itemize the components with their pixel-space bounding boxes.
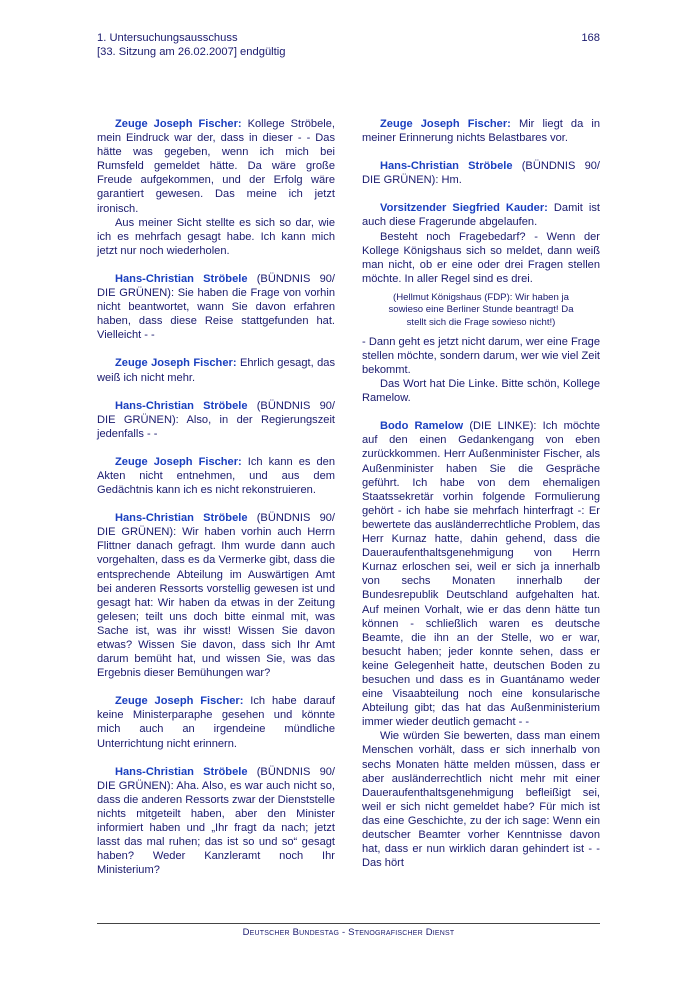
paragraph — [97, 455, 335, 497]
paragraph — [362, 201, 600, 229]
paragraph-text: (BÜNDNIS 90/ DIE GRÜNEN): Hm. — [362, 160, 600, 187]
paragraph — [97, 117, 335, 216]
paragraph-text: (BÜNDNIS 90/ DIE GRÜNEN): Sie haben die Frage von vorhin nicht beantwortet, wann Sie davon erfahren haben, dass diese Reise stattgefunden hat. Vielleicht - - — [97, 272, 335, 342]
session-info: [33. Sitzung am 26.02.2007] endgültig — [97, 45, 286, 58]
paragraph-text: Aus meiner Sicht stellte es sich so dar, wie ich es mehrfach gesagt habe. Ich kann mich jetzt nur noch wiederholen. — [97, 216, 335, 257]
paragraph — [97, 399, 335, 441]
paragraph-text: - Dann geht es jetzt nicht darum, wer eine Frage stellen möchte, sondern darum, wer wie viel Zeit bekommt. — [362, 335, 600, 377]
paragraph — [362, 159, 600, 187]
paragraph-text: Damit ist auch diese Fragerunde abgelaufen. — [362, 202, 600, 229]
speaker-name: Hans-Christian Ströbele — [380, 160, 513, 173]
paragraph-text: Wie würden Sie bewerten, dass man einem Menschen vorhält, dass er sich innerhalb von sechs Monaten hätte melden müssen, dass er aber ausländerrechtlich nicht mehr mit einer Daueraufenthaltsgenehmigung befleißigt sei, weil er sich nicht gemeldet habe? Für mich ist das eine Geschichte, zu der ich sage: Wenn ein deutscher Beamter vorher Kenntnisse davon hat, dass er nun wirklich daran gehindert ist - - Das hört — [362, 730, 600, 870]
paragraph — [362, 230, 600, 286]
paragraph — [362, 729, 600, 870]
paragraph-text: Ich kann es den Akten nicht entnehmen, und aus dem Gedächtnis kann ich es nicht rekonstruieren. — [97, 455, 335, 497]
paragraph-text: Mir liegt da in meiner Erinnerung nichts Belastbares vor. — [362, 118, 600, 145]
speaker-name: Zeuge Joseph Fischer: — [115, 455, 242, 468]
paragraph-text: (DIE LINKE): Ich möchte auf den einen Gedankengang von eben zurückkommen. Herr Außenminister Fischer, als Außenminister haben Sie die Gespräche geführt. Ich habe von dem ehemaligen Staatssekretär vorhin folgende Formulierung gehört - ich habe sie mehrfach hinterfragt -: Er bewertete das ausländerrechtliche Problem, das Herr Kurnaz hatte, dahin gehend, dass die Daueraufenthaltsgenehmigung von Herrn Kurnaz erloschen sei, weil er sich ja innerhalb von sechs Monaten innerhalb der Bundesrepublik Deutschland aufgehalten hat. Auf meinen Vorhalt, wie er das denn hätte tun können - schließlich waren es deutsche Beamte, die ihn an der Stelle, wo er war, besucht haben; jeder konnte sehen, dass er keine Gelegenheit hatte, deutschen Boden zu besuchen und dass es in Guantánamo weder eine Visaabteilung noch eine konsularische Abteilung gibt; das hat das Außenministerium immer wieder deutlich gemacht - - — [362, 420, 600, 729]
header-line-1 — [97, 32, 600, 46]
speaker-name: Zeuge Joseph Fischer: — [115, 357, 237, 370]
interjection: (Hellmut Königshaus (FDP): Wir haben ja sowieso eine Berliner Stunde beantragt! Da stellt sich die Frage sowieso nicht!) — [388, 291, 574, 328]
paragraph-text: Das Wort hat Die Linke. Bitte schön, Kollege Ramelow. — [362, 378, 600, 405]
page-header — [97, 32, 600, 59]
page-number: 168 — [581, 32, 600, 44]
left-column — [97, 117, 335, 877]
page-footer: Deutscher Bundestag - Stenografischer Dienst — [242, 927, 455, 938]
speaker-name: Zeuge Joseph Fischer: — [380, 118, 511, 130]
paragraph — [97, 216, 335, 258]
speaker-name: Vorsitzender Siegfried Kauder: — [380, 202, 548, 215]
paragraph — [97, 694, 335, 750]
paragraph — [97, 272, 335, 342]
paragraph — [97, 765, 335, 878]
paragraph — [362, 377, 600, 405]
speaker-name: Zeuge Joseph Fischer: — [115, 118, 242, 130]
paragraph-text: (BÜNDNIS 90/ DIE GRÜNEN): Wir haben vorhin auch Herrn Flittner danach gefragt. Ihm wurde dann auch vorgehalten, dass es da Vermerke gibt, dass die entsprechende Abteilung im Auswärtigen Amt bei anderen Ressorts vorstellig gewesen ist und gesagt hat: Wir haben da etwas in der Zeitung gelesen; teilt uns doch bitte einmal mit, was Sache ist, was ihr wisst! Wissen Sie davon etwas? Wissen Sie davon, dass sich Ihr Amt darum bemüht hat, und wissen Sie, was das Ergebnis dieser Bemühungen war? — [97, 512, 335, 680]
paragraph — [362, 117, 600, 145]
paragraph — [362, 335, 600, 377]
paragraph-text: Besteht noch Fragebedarf? - Wenn der Kollege Königshaus sich so meldet, dann weiß man nicht, ob er eine oder drei Fragen stellen möchte. In aller Regel sind es drei. — [362, 230, 600, 285]
speaker-name: Hans-Christian Ströbele — [115, 272, 248, 285]
paragraph-text: Ehrlich gesagt, das weiß ich nicht mehr. — [97, 357, 335, 384]
paragraph-text: Kollege Ströbele, mein Eindruck war der, dass in dieser - - Das hätte was gegeben, wenn ich mich bei Rumsfeld gemeldet hätte. Da wäre große Freude aufgekommen, und der Erfolg wäre garantiert gewesen. Das meine ich jetzt ironisch. — [97, 118, 335, 215]
right-column — [362, 117, 600, 870]
paragraph-text: (BÜNDNIS 90/ DIE GRÜNEN): Aha. Also, es war auch nicht so, dass die anderen Ressorts zwar der Dienststelle nichts mitgeteilt haben, aber den Minister informiert haben und „Ihr fragt da nach; jetzt lasst das mal ruhen; das ist so und so“ gesagt haben? Weder Kanzleramt noch Ihr Ministerium? — [97, 765, 336, 877]
paragraph — [97, 511, 335, 680]
speaker-name: Bodo Ramelow — [380, 420, 464, 433]
footer-divider — [97, 923, 600, 924]
speaker-name: Hans-Christian Ströbele — [115, 512, 248, 525]
paragraph-text: (BÜNDNIS 90/ DIE GRÜNEN): Also, in der Regierungszeit jedenfalls - - — [97, 399, 335, 440]
speaker-name: Zeuge Joseph Fischer: — [115, 695, 244, 708]
paragraph — [362, 419, 600, 729]
speaker-name: Hans-Christian Ströbele — [115, 765, 248, 778]
committee-title: 1. Untersuchungsausschuss — [97, 32, 238, 44]
paragraph — [97, 356, 335, 384]
paragraph-text: Ich habe darauf keine Ministerparaphe gesehen und könnte mich auch an irgendeine mündliche Unterrichtung nicht erinnern. — [97, 695, 335, 750]
speaker-name: Hans-Christian Ströbele — [115, 399, 248, 412]
